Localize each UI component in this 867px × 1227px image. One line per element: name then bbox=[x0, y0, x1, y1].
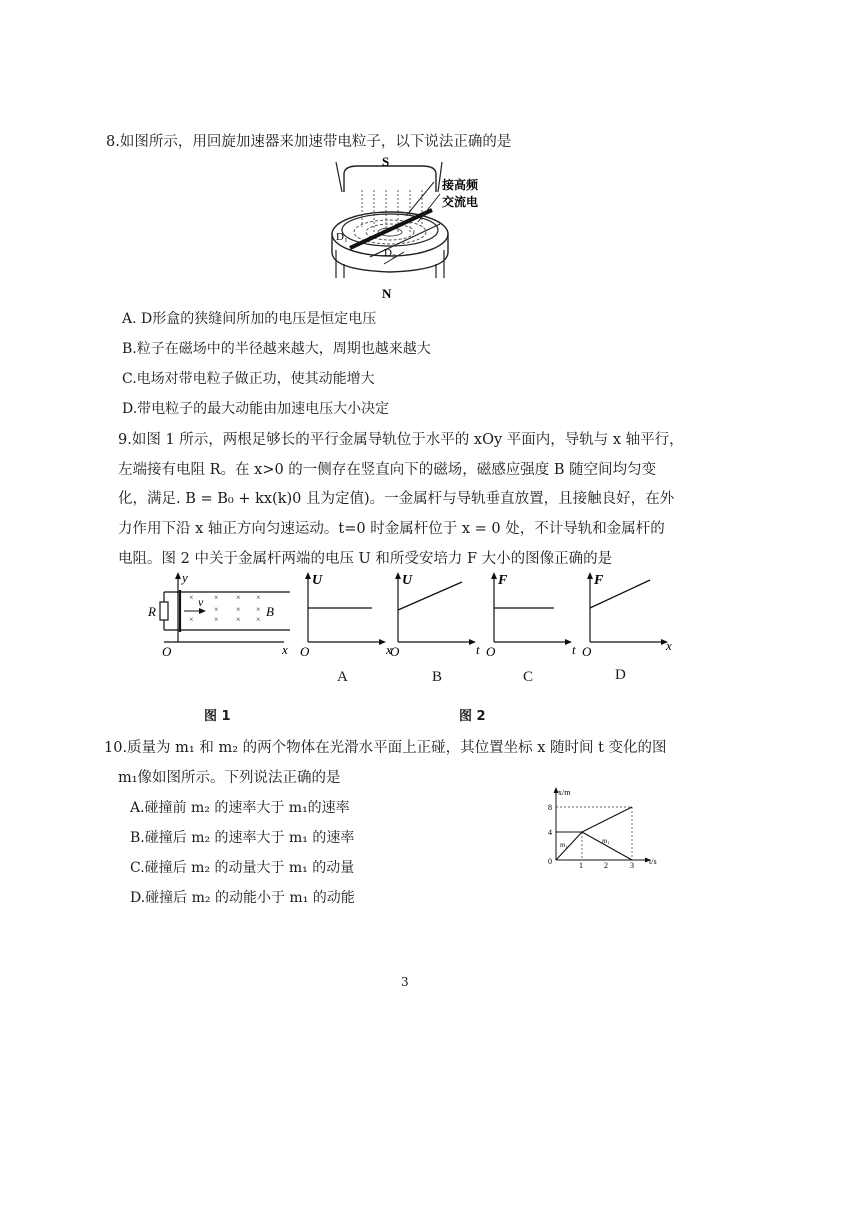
q10-stem-line-1: 10.质量为 m₁ 和 m₂ 的两个物体在光滑水平面上正碰，其位置坐标 x 随时间 t 变化的图 bbox=[104, 740, 667, 756]
ac-label-2: 交流电 bbox=[442, 195, 479, 209]
svg-text:×: × bbox=[256, 605, 261, 614]
graph-d-label: D bbox=[615, 667, 626, 683]
svg-text:t: t bbox=[572, 642, 576, 657]
svg-text:U: U bbox=[312, 573, 323, 588]
svg-text:x/m: x/m bbox=[558, 788, 571, 797]
svg-text:×: × bbox=[236, 615, 241, 624]
svg-text:F: F bbox=[594, 573, 604, 588]
svg-text:x: x bbox=[386, 642, 392, 657]
d2-label: D₂ bbox=[384, 247, 396, 259]
svg-text:t/s: t/s bbox=[649, 857, 657, 866]
figure-1-caption: 图 1 bbox=[204, 709, 231, 724]
svg-text:m₁: m₁ bbox=[602, 837, 610, 845]
q8-option-b: B.粒子在磁场中的半径越来越大，周期也越来越大 bbox=[122, 341, 431, 357]
graph-a-label: A bbox=[337, 669, 348, 685]
svg-text:0: 0 bbox=[548, 857, 552, 866]
q10-option-c: C.碰撞后 m₂ 的动量大于 m₁ 的动量 bbox=[130, 860, 355, 876]
svg-text:×: × bbox=[236, 593, 241, 602]
q10-option-b: B.碰撞后 m₂ 的速率大于 m₁ 的速率 bbox=[130, 830, 355, 846]
ac-label-1: 接高频 bbox=[442, 178, 479, 192]
svg-text:×: × bbox=[256, 593, 261, 602]
d1-label: D₁ bbox=[336, 231, 348, 243]
pole-s-label: S bbox=[382, 154, 390, 169]
svg-text:B: B bbox=[266, 604, 274, 619]
svg-text:×: × bbox=[256, 615, 261, 624]
q9-line-3: 化，满足. B = B₀ + kx(k)0 且为定值)。一金属杆与导轨垂直放置，且接触良好，在外 bbox=[118, 491, 675, 507]
svg-text:U: U bbox=[402, 573, 413, 588]
svg-text:×: × bbox=[189, 615, 194, 624]
q9-line-2: 左端接有电阻 R。在 x>0 的一侧存在竖直向下的磁场，磁感应强度 B 随空间均匀变 bbox=[118, 462, 657, 478]
svg-text:t: t bbox=[476, 642, 480, 657]
page-number: 3 bbox=[401, 975, 409, 989]
svg-text:R: R bbox=[148, 604, 156, 619]
q9-line-5: 电阻。图 2 中关于金属杆两端的电压 U 和所受安培力 F 大小的图像正确的是 bbox=[118, 551, 613, 567]
svg-text:4: 4 bbox=[548, 828, 552, 837]
svg-text:O: O bbox=[162, 644, 172, 658]
fig1-rails bbox=[144, 570, 294, 658]
pole-n-label: N bbox=[382, 286, 392, 301]
q10-stem-line-2: m₁像如图所示。下列说法正确的是 bbox=[118, 770, 341, 786]
q10-option-a: A.碰撞前 m₂ 的速率大于 m₁的速率 bbox=[130, 800, 350, 816]
q8-option-a: A. D形盒的狭缝间所加的电压是恒定电压 bbox=[122, 311, 377, 327]
svg-text:y: y bbox=[182, 570, 188, 585]
svg-text:v: v bbox=[198, 595, 204, 609]
svg-text:O: O bbox=[486, 644, 496, 658]
svg-text:×: × bbox=[189, 593, 194, 602]
q8-option-d: D.带电粒子的最大动能由加速电压大小决定 bbox=[122, 401, 390, 417]
figure-2-caption: 图 2 bbox=[459, 709, 486, 724]
cyclotron-figure bbox=[322, 152, 482, 302]
svg-text:×: × bbox=[236, 605, 241, 614]
svg-text:8: 8 bbox=[548, 803, 552, 812]
graph-c-label: C bbox=[523, 669, 534, 685]
q8-stem: 8.如图所示，用回旋加速器来加速带电粒子，以下说法正确的是 bbox=[106, 134, 512, 150]
svg-text:×: × bbox=[214, 615, 219, 624]
q10-xt-graph bbox=[536, 785, 668, 871]
graph-b-label: B bbox=[432, 669, 443, 685]
svg-text:1: 1 bbox=[579, 861, 583, 870]
svg-text:3: 3 bbox=[630, 861, 634, 870]
svg-text:F: F bbox=[498, 573, 508, 588]
svg-text:x: x bbox=[666, 638, 672, 653]
svg-text:2: 2 bbox=[604, 861, 608, 870]
svg-text:×: × bbox=[214, 593, 219, 602]
q10-option-d: D.碰撞后 m₂ 的动能小于 m₁ 的动能 bbox=[130, 890, 355, 906]
q8-option-c: C.电场对带电粒子做正功，使其动能增大 bbox=[122, 371, 375, 387]
svg-text:O: O bbox=[390, 644, 400, 658]
svg-text:O: O bbox=[582, 644, 592, 658]
svg-text:x: x bbox=[282, 642, 288, 657]
graph-b bbox=[388, 570, 488, 658]
graph-c bbox=[484, 570, 584, 658]
q9-line-4: 力作用下沿 x 轴正方向匀速运动。t=0 时金属杆位于 x = 0 处，不计导轨和金属杆的 bbox=[118, 521, 665, 537]
q9-line-1: 9.如图 1 所示，两根足够长的平行金属导轨位于水平的 xOy 平面内，导轨与 x 轴平行， bbox=[118, 432, 684, 448]
svg-text:m₁: m₁ bbox=[560, 841, 568, 849]
svg-text:O: O bbox=[300, 644, 310, 658]
svg-text:×: × bbox=[214, 605, 219, 614]
graph-d bbox=[580, 570, 680, 658]
graph-a bbox=[298, 570, 398, 658]
